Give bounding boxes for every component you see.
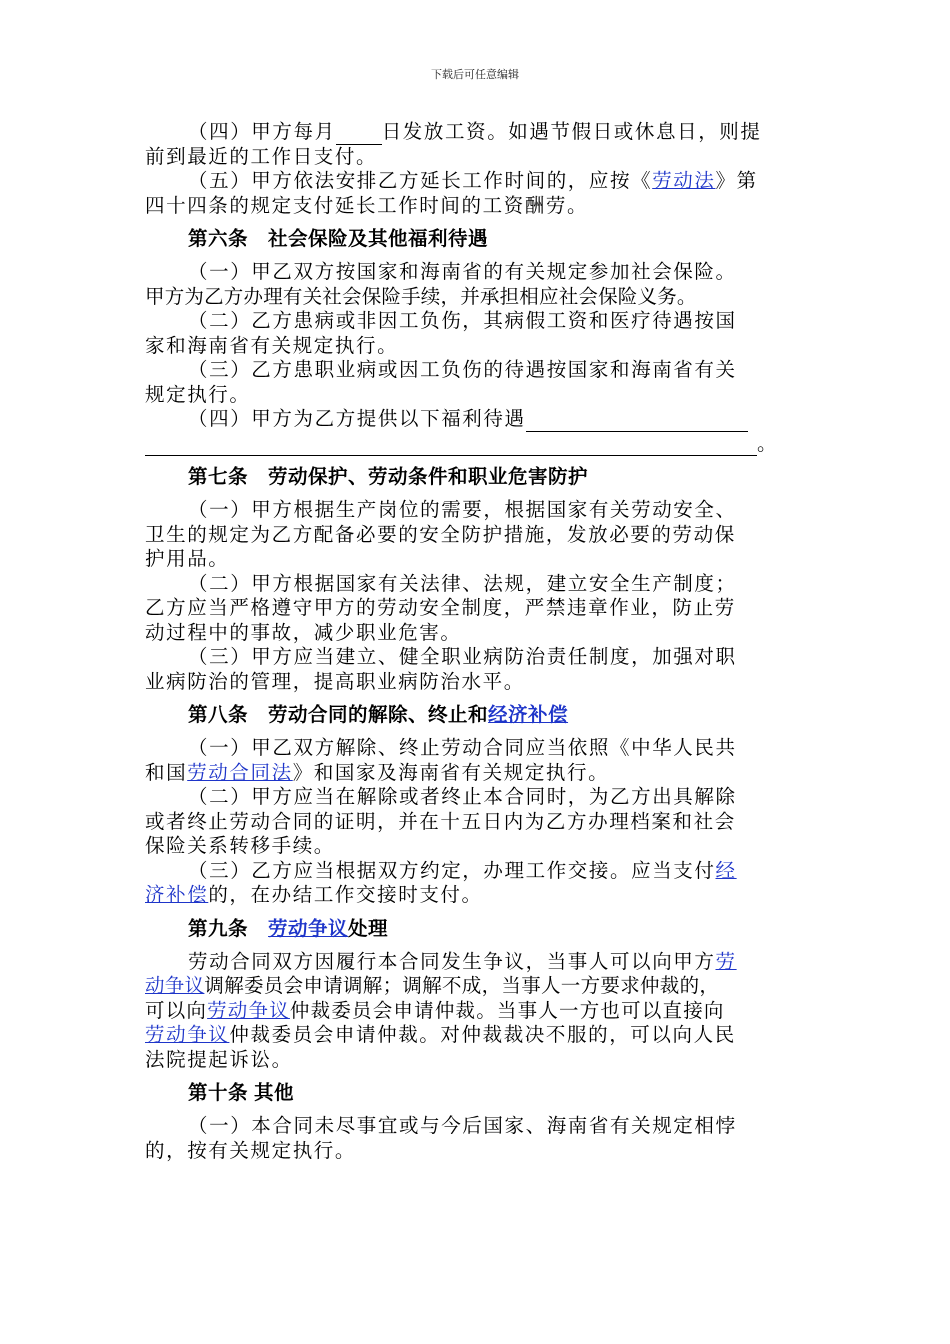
paragraph-line	[145, 999, 810, 1024]
text-run: 劳动合同双方因履行本合同发生争议，当事人可以向甲方	[188, 949, 716, 973]
paragraph-line: 业病防治的管理，提高职业病防治水平。	[145, 669, 525, 693]
article-number: 第七条	[188, 465, 249, 488]
link-labor-dispute[interactable]: 劳动争议	[268, 916, 349, 940]
link-labor-dispute[interactable]: 劳动争议	[145, 1023, 230, 1046]
link-labor-dispute[interactable]: 动争议	[145, 974, 205, 997]
paragraph-line: （三）乙方患职业病或因工负伤的待遇按国家和海南省有关	[188, 358, 737, 381]
link-economic-compensation[interactable]: 济补偿	[145, 883, 209, 906]
article-number: 第九条	[188, 916, 249, 940]
paragraph-line	[145, 169, 810, 194]
paragraph-line: 护用品。	[145, 547, 230, 570]
paragraph-line: 动过程中的事故，减少职业危害。	[145, 620, 462, 644]
paragraph-line	[145, 120, 810, 145]
blank-field-pay-day	[336, 125, 382, 145]
link-labor-dispute[interactable]: 劳动争议	[207, 998, 290, 1022]
paragraph-line: （一）甲乙双方按国家和海南省的有关规定参加社会保险。	[188, 260, 737, 283]
article-title: 劳动合同的解除、终止和	[268, 703, 489, 726]
article-title: 处理	[348, 916, 389, 940]
paragraph-line: 家和海南省有关规定执行。	[145, 333, 399, 357]
paragraph-line: （二）乙方患病或非因工负伤，其病假工资和医疗待遇按国	[188, 309, 737, 332]
paragraph-line: 保险关系转移手续。	[145, 834, 335, 857]
article-number: 第十条	[188, 1081, 249, 1104]
paragraph-line	[145, 950, 810, 975]
text-run: （四）甲方为乙方提供以下福利待遇	[188, 407, 526, 430]
paragraph-line: 的，按有关规定执行。	[145, 1138, 357, 1162]
paragraph-line: 法院提起诉讼。	[145, 1047, 293, 1071]
link-economic-compensation[interactable]: 经济补偿	[488, 703, 569, 726]
paragraph-line	[145, 859, 810, 884]
paragraph-line: （一）甲方根据生产岗位的需要，根据国家有关劳动安全、	[188, 498, 737, 521]
paragraph-line	[145, 432, 810, 457]
paragraph-line: （一）甲乙双方解除、终止劳动合同应当依照《中华人民共	[188, 736, 737, 759]
article-number: 第八条	[188, 703, 249, 726]
paragraph-line	[145, 974, 810, 999]
blank-field-benefits-cont	[145, 436, 757, 456]
text-run: 和国	[145, 760, 188, 784]
paragraph-line: 或者终止劳动合同的证明，并在十五日内为乙方办理档案和社会	[145, 809, 736, 833]
text-run: 。	[757, 431, 779, 455]
paragraph-line: （一）本合同未尽事宜或与今后国家、海南省有关规定相悖	[188, 1114, 737, 1137]
link-labor-dispute[interactable]: 劳	[715, 949, 737, 973]
article-9-heading	[145, 917, 810, 941]
text-run: 调解委员会申请调解；调解不成，当事人一方要求仲裁的，	[204, 974, 720, 997]
article-6-heading	[145, 227, 810, 251]
text-run: （四）甲方每月	[188, 120, 336, 143]
text-run: 》和国家及海南省有关规定执行。	[292, 760, 610, 784]
paragraph-line: 前到最近的工作日支付。	[145, 144, 378, 168]
text-run: 日发放工资。如遇节假日或休息日，则提	[381, 120, 762, 143]
article-title: 劳动保护、劳动条件和职业危害防护	[268, 465, 589, 488]
article-number: 第六条	[188, 227, 249, 250]
article-title: 其他	[254, 1081, 295, 1104]
text-run: （五）甲方依法安排乙方延长工作时间的，应按《	[188, 169, 653, 192]
paragraph-line	[145, 407, 810, 432]
article-8-heading	[145, 703, 810, 727]
text-run: 的，在办结工作交接时支付。	[208, 883, 483, 906]
text-run: 仲裁委员会申请仲裁。当事人一方也可以直接向	[289, 998, 725, 1022]
paragraph-line: （二）甲方应当在解除或者终止本合同时，为乙方出具解除	[188, 785, 737, 808]
paragraph-line: 乙方应当严格遵守甲方的劳动安全制度，严禁违章作业，防止劳	[145, 596, 736, 619]
paragraph-line	[145, 1023, 810, 1048]
paragraph-line: （三）甲方应当建立、健全职业病防治责任制度，加强对职	[188, 645, 737, 668]
article-title: 社会保险及其他福利待遇	[268, 227, 489, 250]
text-run: （三）乙方应当根据双方约定，办理工作交接。应当支付	[188, 858, 716, 882]
paragraph-line: （二）甲方根据国家有关法律、法规，建立安全生产制度；	[188, 571, 737, 595]
paragraph-line	[145, 883, 810, 908]
page-header: 下载后可任意编辑	[431, 68, 519, 81]
paragraph-line: 甲方为乙方办理有关社会保险手续，并承担相应社会保险义务。	[145, 284, 697, 308]
link-economic-compensation[interactable]: 经	[715, 858, 737, 882]
paragraph-line: 四十四条的规定支付延长工作时间的工资酬劳。	[145, 193, 589, 217]
blank-field-benefits	[526, 412, 748, 432]
text-run: 可以向	[145, 998, 208, 1022]
link-labor-law[interactable]: 劳动法	[652, 169, 716, 192]
link-labor-contract-law[interactable]: 劳动合同法	[187, 760, 293, 784]
text-run: 》第	[715, 169, 758, 192]
text-run: 仲裁委员会申请仲裁。对仲裁裁决不服的，可以向人民	[229, 1023, 736, 1046]
article-10-heading	[145, 1081, 810, 1105]
paragraph-line	[145, 761, 810, 786]
document-body	[145, 120, 810, 1163]
paragraph-line: 规定执行。	[145, 382, 251, 406]
paragraph-line: 卫生的规定为乙方配备必要的安全防护措施，发放必要的劳动保	[145, 522, 736, 546]
article-7-heading	[145, 465, 810, 489]
